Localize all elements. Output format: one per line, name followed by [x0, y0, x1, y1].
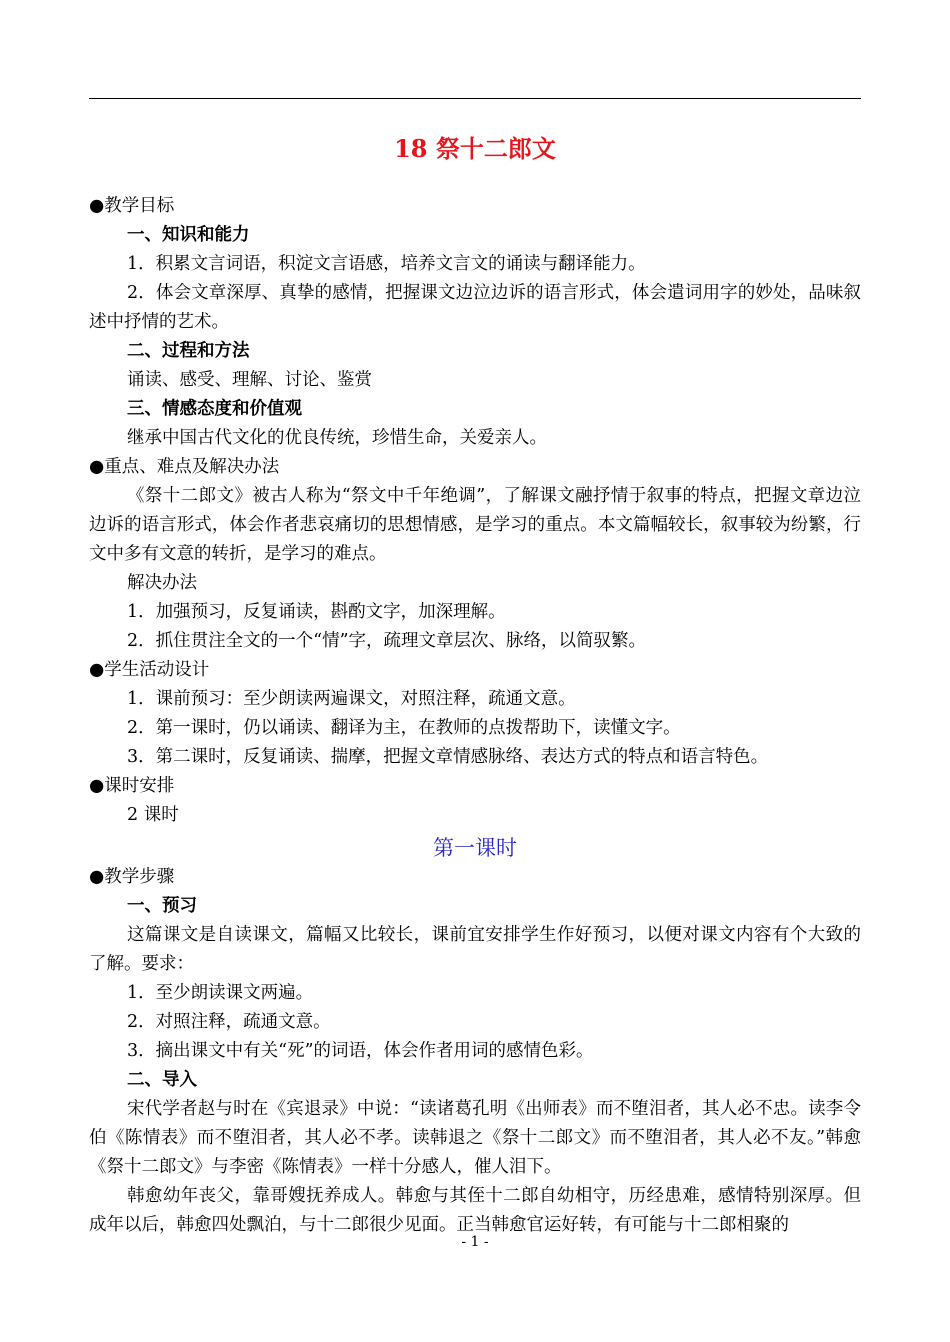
document-title: 18 祭十二郎文 — [394, 134, 556, 163]
header-rule — [89, 98, 861, 99]
paragraph: 这篇课文是自读课文，篇幅又比较长，课前宜安排学生作好预习，以便对课文内容有个大致的了解。要求： — [89, 925, 861, 974]
paragraph: 2 课时 — [127, 805, 179, 825]
paragraph: 2．对照注释，疏通文意。 — [127, 1012, 331, 1032]
paragraph: 2．第一课时，仍以诵读、翻译为主，在教师的点拨帮助下，读懂文字。 — [127, 718, 681, 738]
section-heading-steps: ●教学步骤 — [89, 867, 175, 887]
paragraph: 韩愈幼年丧父，靠哥嫂抚养成人。韩愈与其侄十二郎自幼相守，历经患难，感情特别深厚。但成年以后，韩愈四处飘泊，与十二郎很少见面。正当韩愈官运好转，有可能与十二郎相聚的 — [89, 1186, 861, 1235]
subheading-values: 三、情感态度和价值观 — [127, 399, 302, 419]
page-number: - 1 - — [461, 1234, 489, 1250]
lesson-title: 第一课时 — [433, 836, 517, 860]
paragraph: 解决办法 — [127, 573, 197, 593]
subheading-knowledge: 一、知识和能力 — [127, 225, 250, 245]
paragraph: 1．积累文言词语，积淀文言语感，培养文言文的诵读与翻译能力。 — [127, 254, 646, 274]
paragraph: 3．第二课时，反复诵读、揣摩，把握文章情感脉络、表达方式的特点和语言特色。 — [127, 747, 769, 767]
paragraph: 1．至少朗读课文两遍。 — [127, 983, 314, 1003]
paragraph: 2．抓住贯注全文的一个“情”字，疏理文章层次、脉络，以简驭繁。 — [127, 631, 647, 651]
paragraph: 《祭十二郎文》被古人称为“祭文中千年绝调”，了解课文融抒情于叙事的特点，把握文章边泣边诉的语言形式，体会作者悲哀痛切的思想情感，是学习的重点。本文篇幅较长，叙事较为纷繁，行文中多有文意的转折，是学习的难点。 — [89, 486, 861, 564]
subheading-preview: 一、预习 — [127, 896, 197, 916]
paragraph: 3．摘出课文中有关“死”的词语，体会作者用词的感情色彩。 — [127, 1041, 594, 1061]
section-heading-key-points: ●重点、难点及解决办法 — [89, 457, 280, 477]
section-heading-objectives: ●教学目标 — [89, 196, 175, 216]
subheading-intro: 二、导入 — [127, 1070, 197, 1090]
section-heading-schedule: ●课时安排 — [89, 776, 175, 796]
document-body — [89, 192, 861, 1240]
paragraph: 1．加强预习，反复诵读，斟酌文字，加深理解。 — [127, 602, 506, 622]
subheading-process: 二、过程和方法 — [127, 341, 250, 361]
paragraph: 宋代学者赵与时在《宾退录》中说：“读诸葛孔明《出师表》而不堕泪者，其人必不忠。读李令伯《陈情表》而不堕泪者，其人必不孝。读韩退之《祭十二郎文》而不堕泪者，其人必不友。”韩愈《祭十二郎文》与李密《陈情表》一样十分感人，催人泪下。 — [89, 1099, 861, 1177]
paragraph: 1．课前预习：至少朗读两遍课文，对照注释，疏通文意。 — [127, 689, 576, 709]
paragraph: 继承中国古代文化的优良传统，珍惜生命，关爱亲人。 — [127, 428, 547, 448]
section-heading-activities: ●学生活动设计 — [89, 660, 210, 680]
paragraph: 诵读、感受、理解、讨论、鉴赏 — [127, 370, 372, 390]
paragraph: 2．体会文章深厚、真挚的感情，把握课文边泣边诉的语言形式，体会遣词用字的妙处，品味叙述中抒情的艺术。 — [89, 283, 861, 332]
